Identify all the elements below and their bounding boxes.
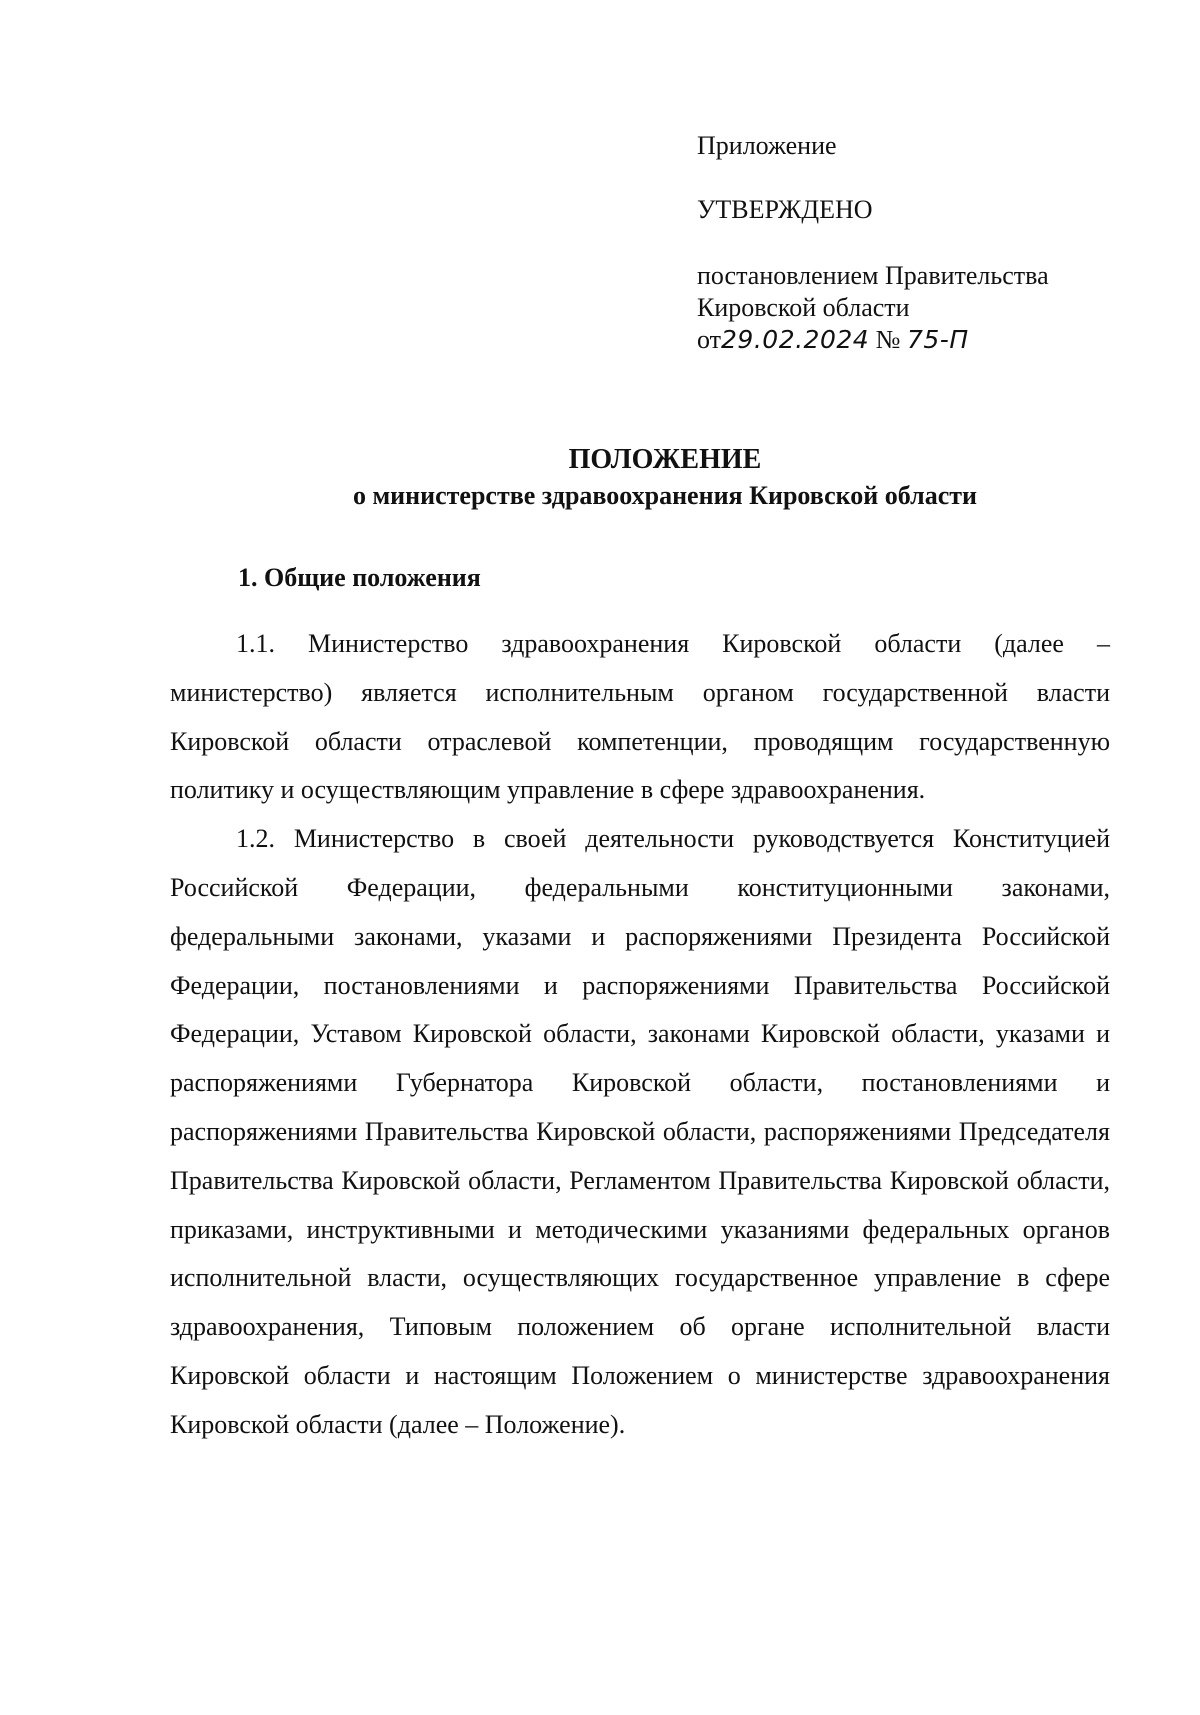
paragraph-1-2: 1.2. Министерство в своей деятельности руководствуется Конституцией Российской Федерации, федеральными конституционными законами, федеральными законами, указами и распоряжениями Президента Российской Федерации, постановлениями и распоряжениями Правительства Российской Федерации, Уставом Кировской области, законами Кировской области, указами и распоряжениями Губернатора Кировской области, постановлениями и распоряжениями Правительства Кировской области, распоряжениями Председателя Правительства Кировской области, Регламентом Правительства Кировской области, приказами, инструктивными и методическими указаниями федеральных органов исполнительной власти, осуществляющих государственное управление в сфере здравоохранения, Типовым положением об органе исполнительной власти Кировской области и настоящим Положением о министерстве здравоохранения Кировской области (далее – Положение). — [170, 824, 1110, 1439]
document-body — [170, 620, 1110, 1450]
number-prefix: № — [875, 325, 901, 354]
paragraph-1-1: 1.1. Министерство здравоохранения Кировской области (далее – министерство) является исполнительным органом государственной власти Кировской области отраслевой компетенции, проводящим государственную политику и осуществляющим управление в сфере здравоохранения. — [170, 629, 1110, 805]
section-heading: 1. Общие положения — [238, 563, 481, 592]
decree-line-1: постановлением Правительства — [697, 261, 1049, 290]
approved-label: УТВЕРЖДЕНО — [697, 195, 873, 224]
handwritten-date: 29.02.2024 — [721, 325, 870, 354]
document-title: ПОЛОЖЕНИЕ — [568, 444, 762, 475]
document-subtitle: о министерстве здравоохранения Кировской области — [352, 481, 978, 510]
decree-line-2: Кировской области — [697, 293, 910, 322]
approval-block — [697, 130, 1117, 356]
document-title-block — [0, 442, 1200, 514]
decree-date-number — [697, 324, 1117, 356]
appendix-label: Приложение — [697, 131, 837, 160]
handwritten-number: 75-П — [906, 325, 969, 354]
date-prefix: от — [697, 325, 722, 354]
